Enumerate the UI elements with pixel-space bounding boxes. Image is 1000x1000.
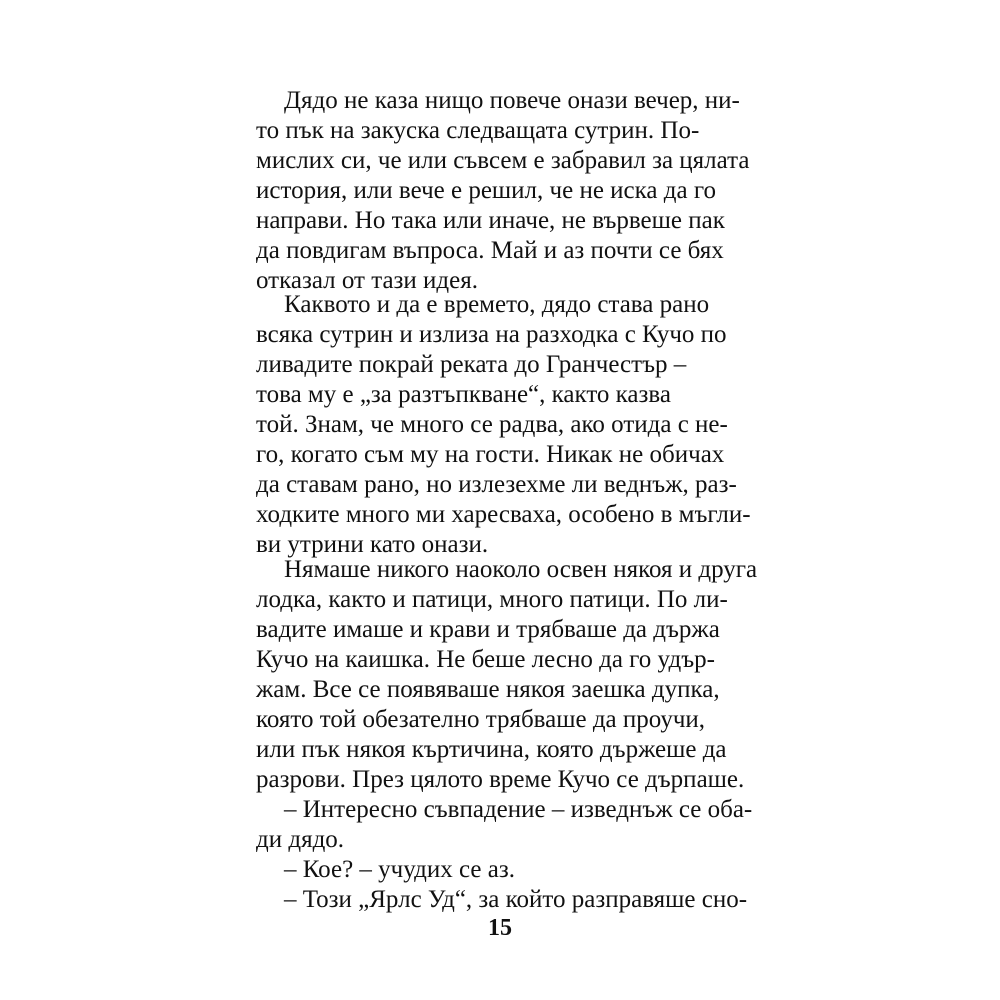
text-line-1: Дядо не каза нищо повече онази вечер, ни- — [284, 87, 740, 114]
text-line-6: да повдигам въпроса. Май и аз почти се бях — [256, 237, 724, 264]
text-line-12: той. Знам, че много се радва, ако отида с не- — [256, 411, 728, 438]
text-line-21: жам. Все се появяваше някоя заешка дупка, — [256, 676, 720, 703]
text-line-17: Нямаше никого наоколо освен някоя и друга — [284, 556, 758, 583]
text-line-8: Каквото и да е времето, дядо става рано — [284, 291, 710, 318]
text-line-26: ди дядо. — [256, 826, 345, 853]
text-line-10: ливадите покрай реката до Гранчестър – — [256, 351, 687, 378]
text-line-7: отказал от тази идея. — [256, 267, 478, 294]
text-line-14: да ставам рано, но излезехме ли веднъж, раз- — [256, 471, 737, 498]
text-line-22: която той обезателно трябваше да проучи, — [256, 706, 706, 733]
text-line-24: разрови. През цялото време Кучо се дърпаше. — [256, 766, 745, 793]
text-line-5: направи. Но така или иначе, не вървеше пак — [256, 207, 725, 234]
text-line-15: ходките много ми харесваха, особено в мъгли- — [256, 501, 751, 528]
text-line-13: го, когато съм му на гости. Никак не обичах — [256, 441, 725, 468]
page-number: 15 — [488, 915, 512, 941]
text-line-20: Кучо на каишка. Не беше лесно да го удър- — [256, 646, 715, 673]
text-line-25: – Интересно съвпадение – изведнъж се оба- — [284, 796, 753, 823]
text-line-2: то пък на закуска следващата сутрин. По- — [256, 117, 700, 144]
text-line-19: вадите имаше и крави и трябваше да държа — [256, 616, 720, 643]
text-line-11: това му е „за разтъпкване“, както казва — [256, 381, 671, 408]
text-line-28: – Този „Ярлс Уд“, за който разправяше сно- — [284, 886, 748, 913]
text-line-4: история, или вече е решил, че не иска да го — [256, 177, 716, 204]
text-line-27: – Кое? – учудих се аз. — [284, 856, 515, 883]
text-line-23: или пък някоя къртичина, която държеше да — [256, 736, 727, 763]
text-line-18: лодка, както и патици, много патици. По ли- — [256, 586, 728, 613]
text-line-16: ви утрини като онази. — [256, 531, 489, 558]
text-line-9: всяка сутрин и излиза на разходка с Кучо по — [256, 321, 727, 348]
text-line-3: мислих си, че или съвсем е забравил за цялата — [256, 147, 750, 174]
